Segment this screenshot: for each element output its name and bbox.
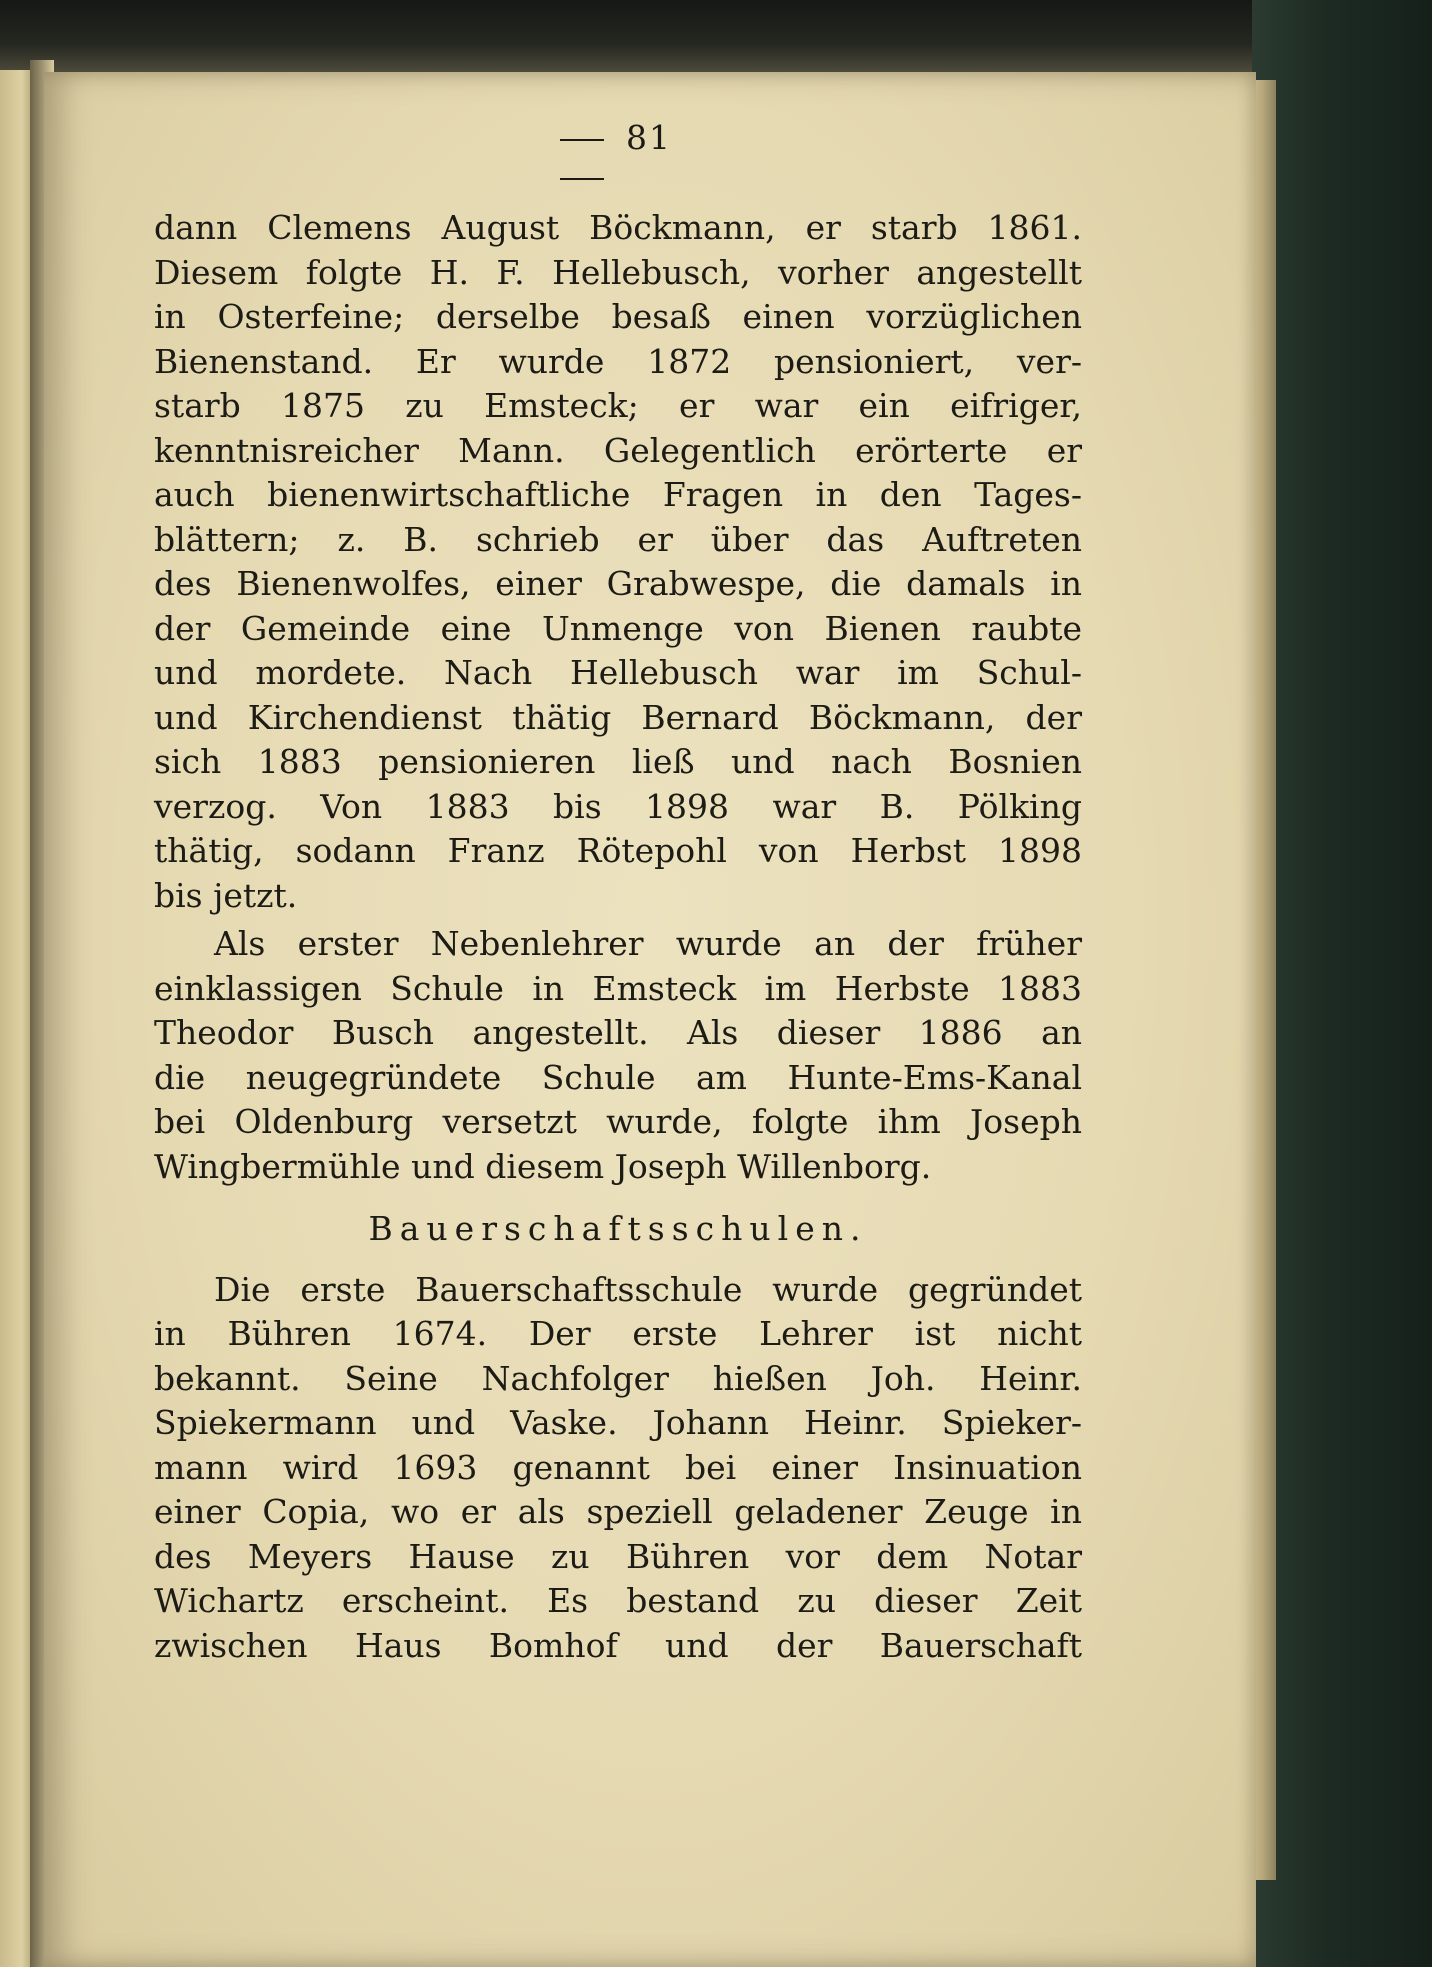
text-line: mann wird 1693 genannt bei einer Insinuation — [154, 1447, 1082, 1487]
text-line: einklassigen Schule in Emsteck im Herbste 1883 — [154, 968, 1082, 1008]
text-line: bei Oldenburg versetzt wurde, folgte ihm Joseph — [154, 1102, 1082, 1141]
book-cover-edge — [1252, 0, 1432, 1967]
text-line: Theodor Busch angestellt. Als dieser 1886 an — [154, 1013, 1082, 1052]
text-line: des Bienenwolfes, einer Grabwespe, die damals in — [154, 564, 1082, 603]
text-line: und Kirchendienst thätig Bernard Böckmann, der — [154, 697, 1082, 737]
section-heading: Bauerschaftsschulen. — [368, 1209, 868, 1248]
text-line: bekannt. Seine Nachfolger hießen Joh. Heinr. — [154, 1358, 1082, 1398]
text-line: des Meyers Hause zu Bühren vor dem Notar — [154, 1536, 1082, 1576]
text-line: thätig, sodann Franz Rötepohl von Herbst 1898 — [154, 831, 1082, 870]
book-top-edge — [0, 0, 1432, 72]
page-number — [538, 118, 738, 196]
text-line: Wichartz erscheint. Es bestand zu dieser Zeit — [154, 1581, 1082, 1620]
text-line: zwischen Haus Bomhof und der Bauerschaft — [154, 1625, 1082, 1665]
text-line: Wingbermühle und diesem Joseph Willenborg. — [154, 1146, 932, 1186]
text-line: und mordete. Nach Hellebusch war im Schul- — [154, 653, 1082, 692]
text-line: in Bühren 1674. Der erste Lehrer ist nicht — [154, 1314, 1082, 1353]
paragraph — [154, 206, 1082, 918]
text-line: Diesem folgte H. F. Hellebusch, vorher angestellt — [154, 252, 1082, 292]
text-line: der Gemeinde eine Unmenge von Bienen raubte — [154, 608, 1082, 648]
text-line: Die erste Bauerschaftsschule wurde gegründet — [214, 1269, 1082, 1309]
page-number-value: 81 — [626, 118, 672, 157]
page-number-dash-left — [560, 139, 604, 141]
text-line: einer Copia, wo er als speziell geladener Zeuge in — [154, 1492, 1082, 1531]
text-line: verzog. Von 1883 bis 1898 war B. Pölking — [154, 786, 1082, 826]
text-line: kenntnisreicher Mann. Gelegentlich erörterte er — [154, 430, 1082, 470]
text-line: sich 1883 pensionieren ließ und nach Bosnien — [154, 742, 1082, 781]
text-line: Spiekermann und Vaske. Johann Heinr. Spieker- — [154, 1403, 1082, 1442]
text-line: bis jetzt. — [154, 875, 298, 915]
text-line: die neugegründete Schule am Hunte-Ems-Kanal — [154, 1057, 1082, 1097]
text-line: dann Clemens August Böckmann, er starb 1861. — [154, 208, 1082, 247]
text-line: Als erster Nebenlehrer wurde an der früher — [214, 924, 1082, 963]
text-line: auch bienenwirtschaftliche Fragen in den Tages- — [154, 475, 1082, 514]
text-line: starb 1875 zu Emsteck; er war ein eifriger, — [154, 386, 1082, 425]
paragraph — [154, 922, 1082, 1189]
text-line: Bienenstand. Er wurde 1872 pensioniert, ver- — [154, 341, 1082, 381]
text-line: in Osterfeine; derselbe besaß einen vorzüglichen — [154, 297, 1082, 336]
body-text — [154, 206, 1082, 1668]
page-number-dash-right — [560, 178, 604, 180]
text-line: blättern; z. B. schrieb er über das Auftreten — [154, 519, 1082, 559]
paragraph — [154, 1268, 1082, 1669]
